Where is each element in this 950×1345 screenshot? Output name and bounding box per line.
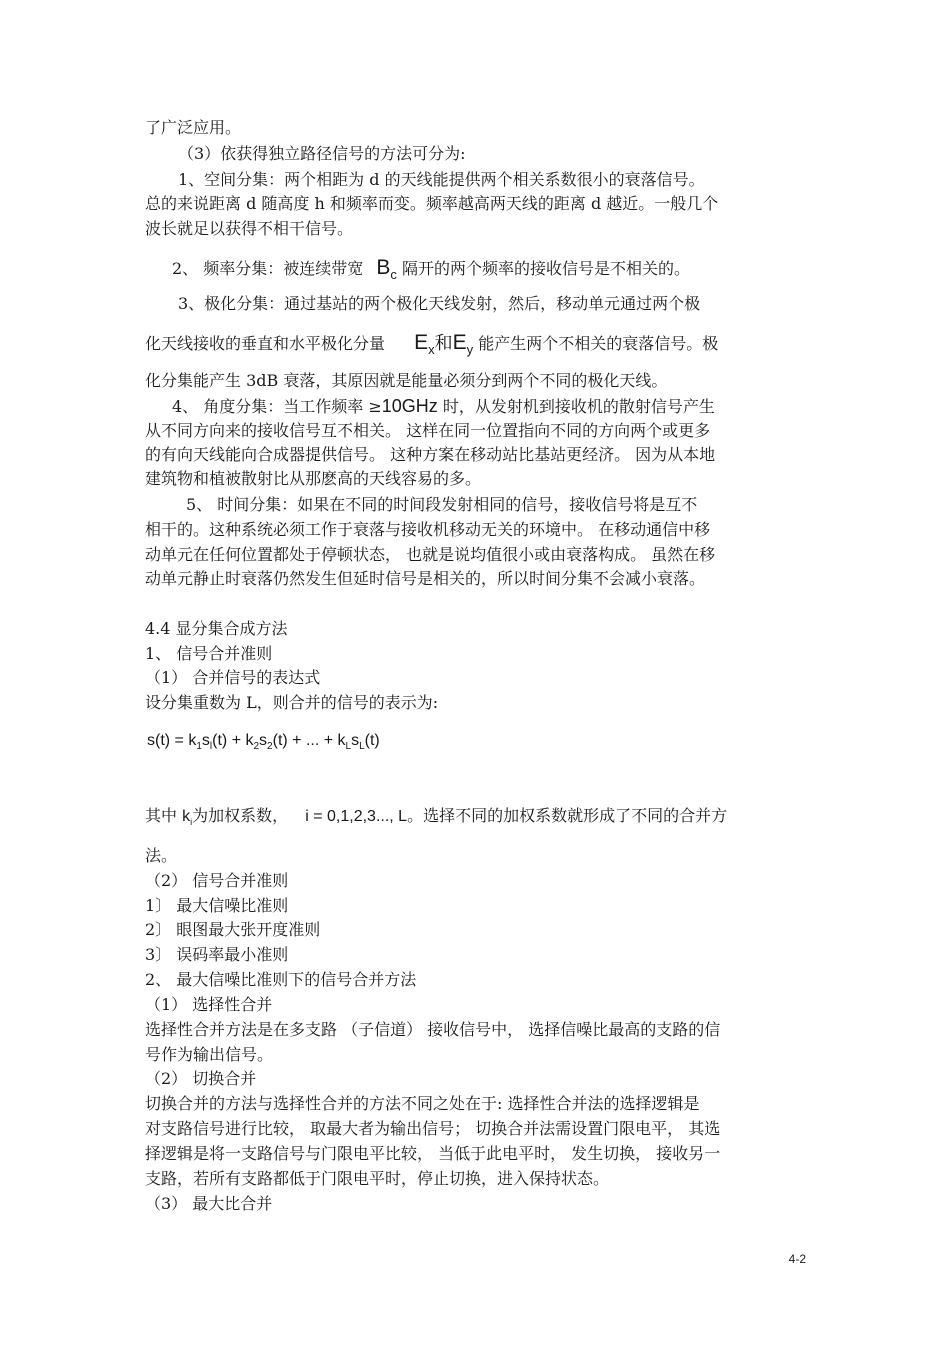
text-line: 2、 最大信噪比准则下的信号合并方法 bbox=[145, 970, 417, 989]
text-line: 动单元静止时衰落仍然发生但延时信号是相关的，所以时间分集不会减小衰落。 bbox=[145, 569, 706, 588]
text-line: 动单元在任何位置都处于停顿状态， 也就是说均值很小或由衰落构成。 虽然在移 bbox=[145, 545, 716, 564]
text-line: 1、空间分集：两个相距为 d 的天线能提供两个相关系数很小的衰落信号。 bbox=[178, 170, 705, 189]
text-line-frequency-diversity bbox=[172, 258, 690, 280]
text-segment: 时，从发射机到接收机的散射信号产生 bbox=[442, 397, 715, 416]
text-line: （3）依获得独立路径信号的方法可分为: bbox=[178, 144, 466, 163]
text-line: 1〕 最大信噪比准则 bbox=[145, 896, 289, 915]
formula-part: s bbox=[201, 732, 210, 749]
text-line: （2） 信号合并准则 bbox=[145, 871, 289, 890]
formula-part: (t) bbox=[364, 732, 380, 749]
text-line: （2） 切换合并 bbox=[145, 1069, 257, 1088]
text-line: 的有向天线能向合成器提供信号。 这种方案在移动站比基站更经济。 因为从本地 bbox=[145, 445, 716, 464]
text-segment: 能产生两个不相关的衰落信号。极 bbox=[478, 334, 719, 353]
text-segment: 化天线接收的垂直和水平极化分量 bbox=[145, 334, 386, 353]
symbol-subscript: c bbox=[390, 267, 397, 282]
text-line: 支路，若所有支路都低于门限电平时，停止切换，进入保持状态。 bbox=[145, 1169, 610, 1188]
formula-subscript: 2 bbox=[267, 741, 273, 752]
text-line: 号作为输出信号。 bbox=[145, 1045, 274, 1064]
text-segment: 。选择不同的加权系数就形成了不同的合并方 bbox=[407, 806, 728, 825]
symbol-subscript: x bbox=[428, 342, 435, 357]
text-segment: 为加权系数， bbox=[192, 806, 289, 825]
text-line: 化分集能产生 3dB 衰落，其原因就是能量必须分到两个不同的极化天线。 bbox=[145, 371, 668, 390]
text-line: （3） 最大比合并 bbox=[145, 1194, 273, 1213]
text-line: 从不同方向来的接收信号互不相关。 这样在同一位置指向不同的方向两个或更多 bbox=[145, 421, 711, 440]
formula-part: s(t) = k bbox=[147, 732, 197, 749]
formula-part: s bbox=[259, 732, 268, 749]
text-line: 了广泛应用。 bbox=[145, 118, 242, 137]
text-line: 选择性合并方法是在多支路 （子信道） 接收信号中， 选择信噪比最高的支路的信 bbox=[145, 1020, 721, 1039]
symbol-subscript: y bbox=[466, 342, 474, 357]
text-line: 3、极化分集：通过基站的两个极化天线发射，然后，移动单元通过两个极 bbox=[178, 294, 701, 313]
symbol-B: B bbox=[376, 256, 391, 279]
section-heading: 4.4 显分集合成方法 bbox=[145, 619, 288, 638]
formula-part: s bbox=[351, 732, 360, 749]
text-line: 5、 时间分集：如果在不同的时间段发射相同的信号，接收信号将是互不 bbox=[186, 495, 698, 514]
text-segment: 2、 频率分集：被连续带宽 bbox=[172, 259, 364, 278]
symbol-E: E bbox=[452, 331, 467, 354]
text-line: 总的来说距离 d 随高度 h 和频率而变。频率越高两天线的距离 d 越近。一般几个 bbox=[145, 194, 719, 213]
frequency-value: 10GHz bbox=[381, 396, 438, 416]
combining-formula bbox=[147, 731, 380, 753]
text-line: 建筑物和植被散射比从那麽高的天线容易的多。 bbox=[145, 469, 482, 488]
formula-subscript: l bbox=[209, 741, 213, 752]
formula-part: (t) + ... + k bbox=[272, 732, 346, 749]
formula-subscript: L bbox=[359, 741, 365, 752]
text-line-weight-coefficients bbox=[145, 806, 727, 828]
text-line: 1、 信号合并准则 bbox=[145, 644, 273, 663]
formula-subscript: L bbox=[345, 741, 352, 752]
text-line: 3〕 误码率最小准则 bbox=[145, 945, 289, 964]
formula-subscript: 1 bbox=[196, 741, 202, 752]
text-line: 相干的。这种系统必须工作于衰落与接收机移动无关的环境中。 在移动通信中移 bbox=[145, 520, 711, 539]
page-number: 4-2 bbox=[788, 1252, 806, 1266]
text-line: 波长就足以获得不相干信号。 bbox=[145, 219, 354, 238]
symbol-E: E bbox=[414, 331, 429, 354]
text-line: 设分集重数为 L，则合并的信号的表示为: bbox=[145, 693, 439, 712]
text-line: 切换合并的方法与选择性合并的方法不同之处在于: 选择性合并法的选择逻辑是 bbox=[145, 1094, 700, 1113]
text-line: 法。 bbox=[145, 846, 178, 865]
symbol-k: k bbox=[182, 808, 191, 825]
text-segment: 其中 bbox=[145, 806, 178, 825]
index-range: i = 0,1,2,3..., L bbox=[305, 808, 408, 825]
text-line: （1） 合并信号的表达式 bbox=[145, 668, 321, 687]
text-line: 对支路信号进行比较， 取最大者为输出信号； 切换合并法需设置门限电平， 其选 bbox=[145, 1119, 721, 1138]
formula-subscript: 2 bbox=[253, 741, 260, 752]
text-line: （1） 选择性合并 bbox=[145, 995, 273, 1014]
text-segment: 隔开的两个频率的接收信号是不相关的。 bbox=[401, 259, 690, 278]
conjunction: 和 bbox=[434, 333, 453, 354]
symbol-subscript: i bbox=[190, 817, 193, 827]
text-line-angle-diversity bbox=[172, 396, 715, 417]
text-line: 择逻辑是将一支路信号与门限电平比较， 当低于此电平时， 发生切换， 接收另一 bbox=[145, 1144, 721, 1163]
text-line-polarization bbox=[145, 333, 718, 355]
formula-part: (t) + k bbox=[212, 732, 254, 749]
text-segment: 4、 角度分集：当工作频率 ≥ bbox=[172, 397, 382, 416]
text-line: 2〕 眼图最大张开度准则 bbox=[145, 920, 321, 939]
